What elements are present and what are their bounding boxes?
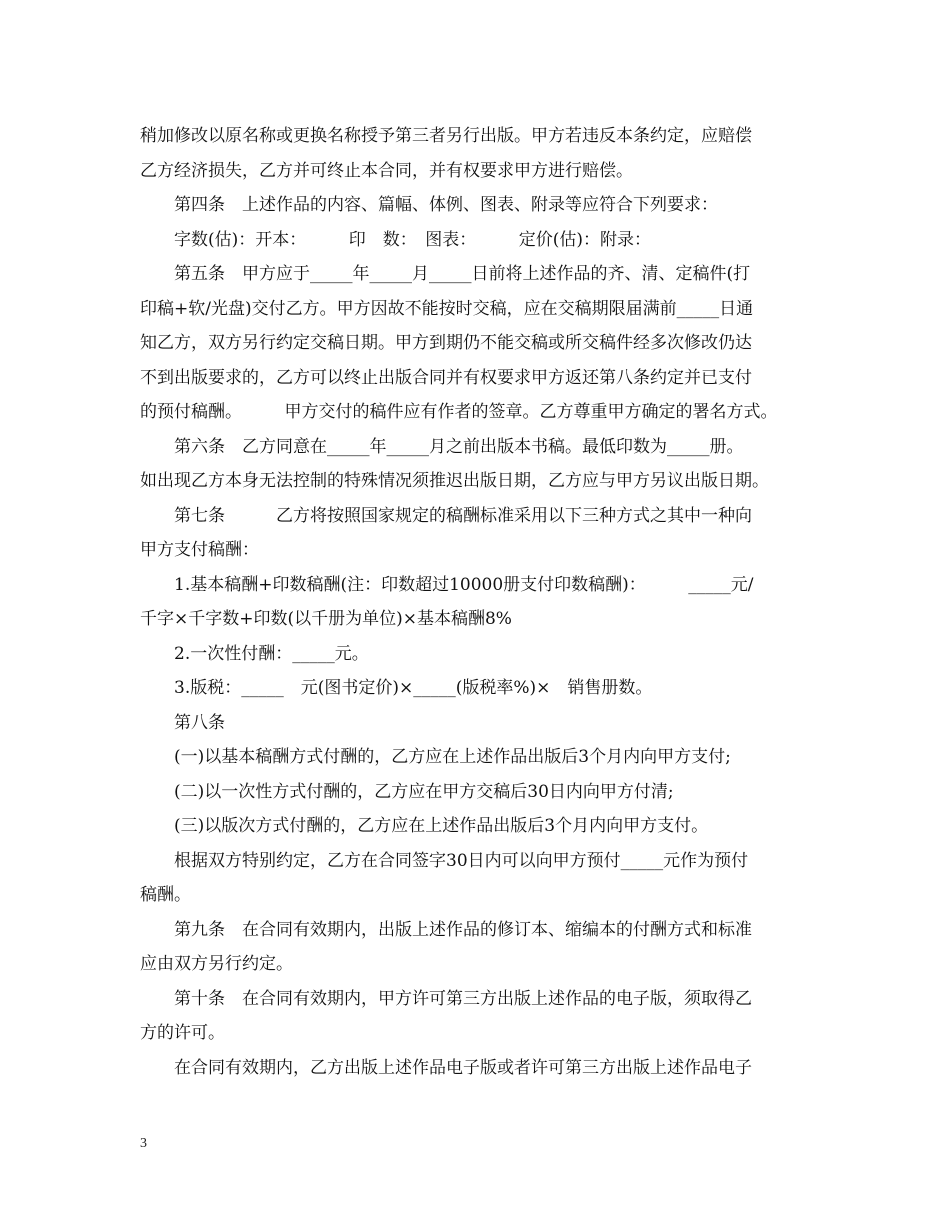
article-8-clause-3: (三)以版次方式付酬的，乙方应在上述作品出版后3个月内向甲方支付。	[140, 816, 709, 836]
text-line: 知乙方，双方另行约定交稿日期。甲方到期仍不能交稿或所交稿件经多次修改仍达	[140, 333, 752, 353]
article-7-heading: 第七条 乙方将按照国家规定的稿酬标准采用以下三种方式之其中一种向	[140, 505, 752, 526]
article-5-heading: 第五条 甲方应于_____年_____月_____日前将上述作品的齐、清、定稿件(打	[140, 264, 751, 284]
text-line: 字数(估)：开本： 印 数： 图表： 定价(估)：附录：	[140, 229, 652, 250]
payment-option-3: 3.版税：_____ 元(图书定价)×_____(版税率%)× 销售册数。	[140, 678, 653, 698]
article-4-heading: 第四条 上述作品的内容、篇幅、体例、图表、附录等应符合下列要求：	[140, 195, 718, 215]
text-line: 根据双方特别约定，乙方在合同签字30日内可以向甲方预付_____元作为预付	[140, 850, 749, 871]
text-line: 在合同有效期内，乙方出版上述作品电子版或者许可第三方出版上述作品电子	[140, 1057, 752, 1078]
article-9-heading: 第九条 在合同有效期内，出版上述作品的修订本、缩编本的付酬方式和标准	[140, 919, 752, 940]
text-line: 千字×千字数+印数(以千册为单位)×基本稿酬8%	[140, 609, 512, 629]
contract-body	[140, 119, 812, 1085]
text-line: 印稿+软/光盘)交付乙方。甲方因故不能按时交稿，应在交稿期限届满前_____日通	[140, 298, 754, 319]
text-line: 稿酬。	[140, 885, 191, 905]
article-8-clause-1: (一)以基本稿酬方式付酬的，乙方应在上述作品出版后3个月内向甲方支付;	[140, 747, 731, 767]
page-number: 3	[140, 1136, 147, 1151]
payment-option-2: 2.一次性付酬：_____元。	[140, 643, 369, 664]
text-line: 方的许可。	[140, 1023, 225, 1043]
text-line: 不到出版要求的，乙方可以终止出版合同并有权要求甲方返还第八条约定并已支付	[140, 367, 752, 388]
article-6-heading: 第六条 乙方同意在_____年_____月之前出版本书稿。最低印数为_____册。	[140, 436, 744, 457]
article-8-heading: 第八条	[140, 712, 225, 733]
text-line: 的预付稿酬。 甲方交付的稿件应有作者的签章。乙方尊重甲方确定的署名方式。	[140, 402, 778, 422]
article-10-heading: 第十条 在合同有效期内，甲方许可第三方出版上述作品的电子版，须取得乙	[140, 988, 752, 1009]
text-line: 乙方经济损失，乙方并可终止本合同，并有权要求甲方进行赔偿。	[140, 160, 633, 181]
text-line: 稍加修改以原名称或更换名称授予第三者另行出版。甲方若违反本条约定，应赔偿	[140, 126, 752, 146]
payment-option-1: 1.基本稿酬+印数稿酬(注：印数超过10000册支付印数稿酬)： _____元/	[140, 574, 754, 595]
text-line: 甲方支付稿酬：	[140, 540, 259, 560]
article-8-clause-2: (二)以一次性方式付酬的，乙方应在甲方交稿后30日内向甲方付清;	[140, 781, 674, 802]
text-line: 如出现乙方本身无法控制的特殊情况须推迟出版日期，乙方应与甲方另议出版日期。	[140, 471, 769, 491]
text-line: 应由双方另行约定。	[140, 954, 293, 974]
